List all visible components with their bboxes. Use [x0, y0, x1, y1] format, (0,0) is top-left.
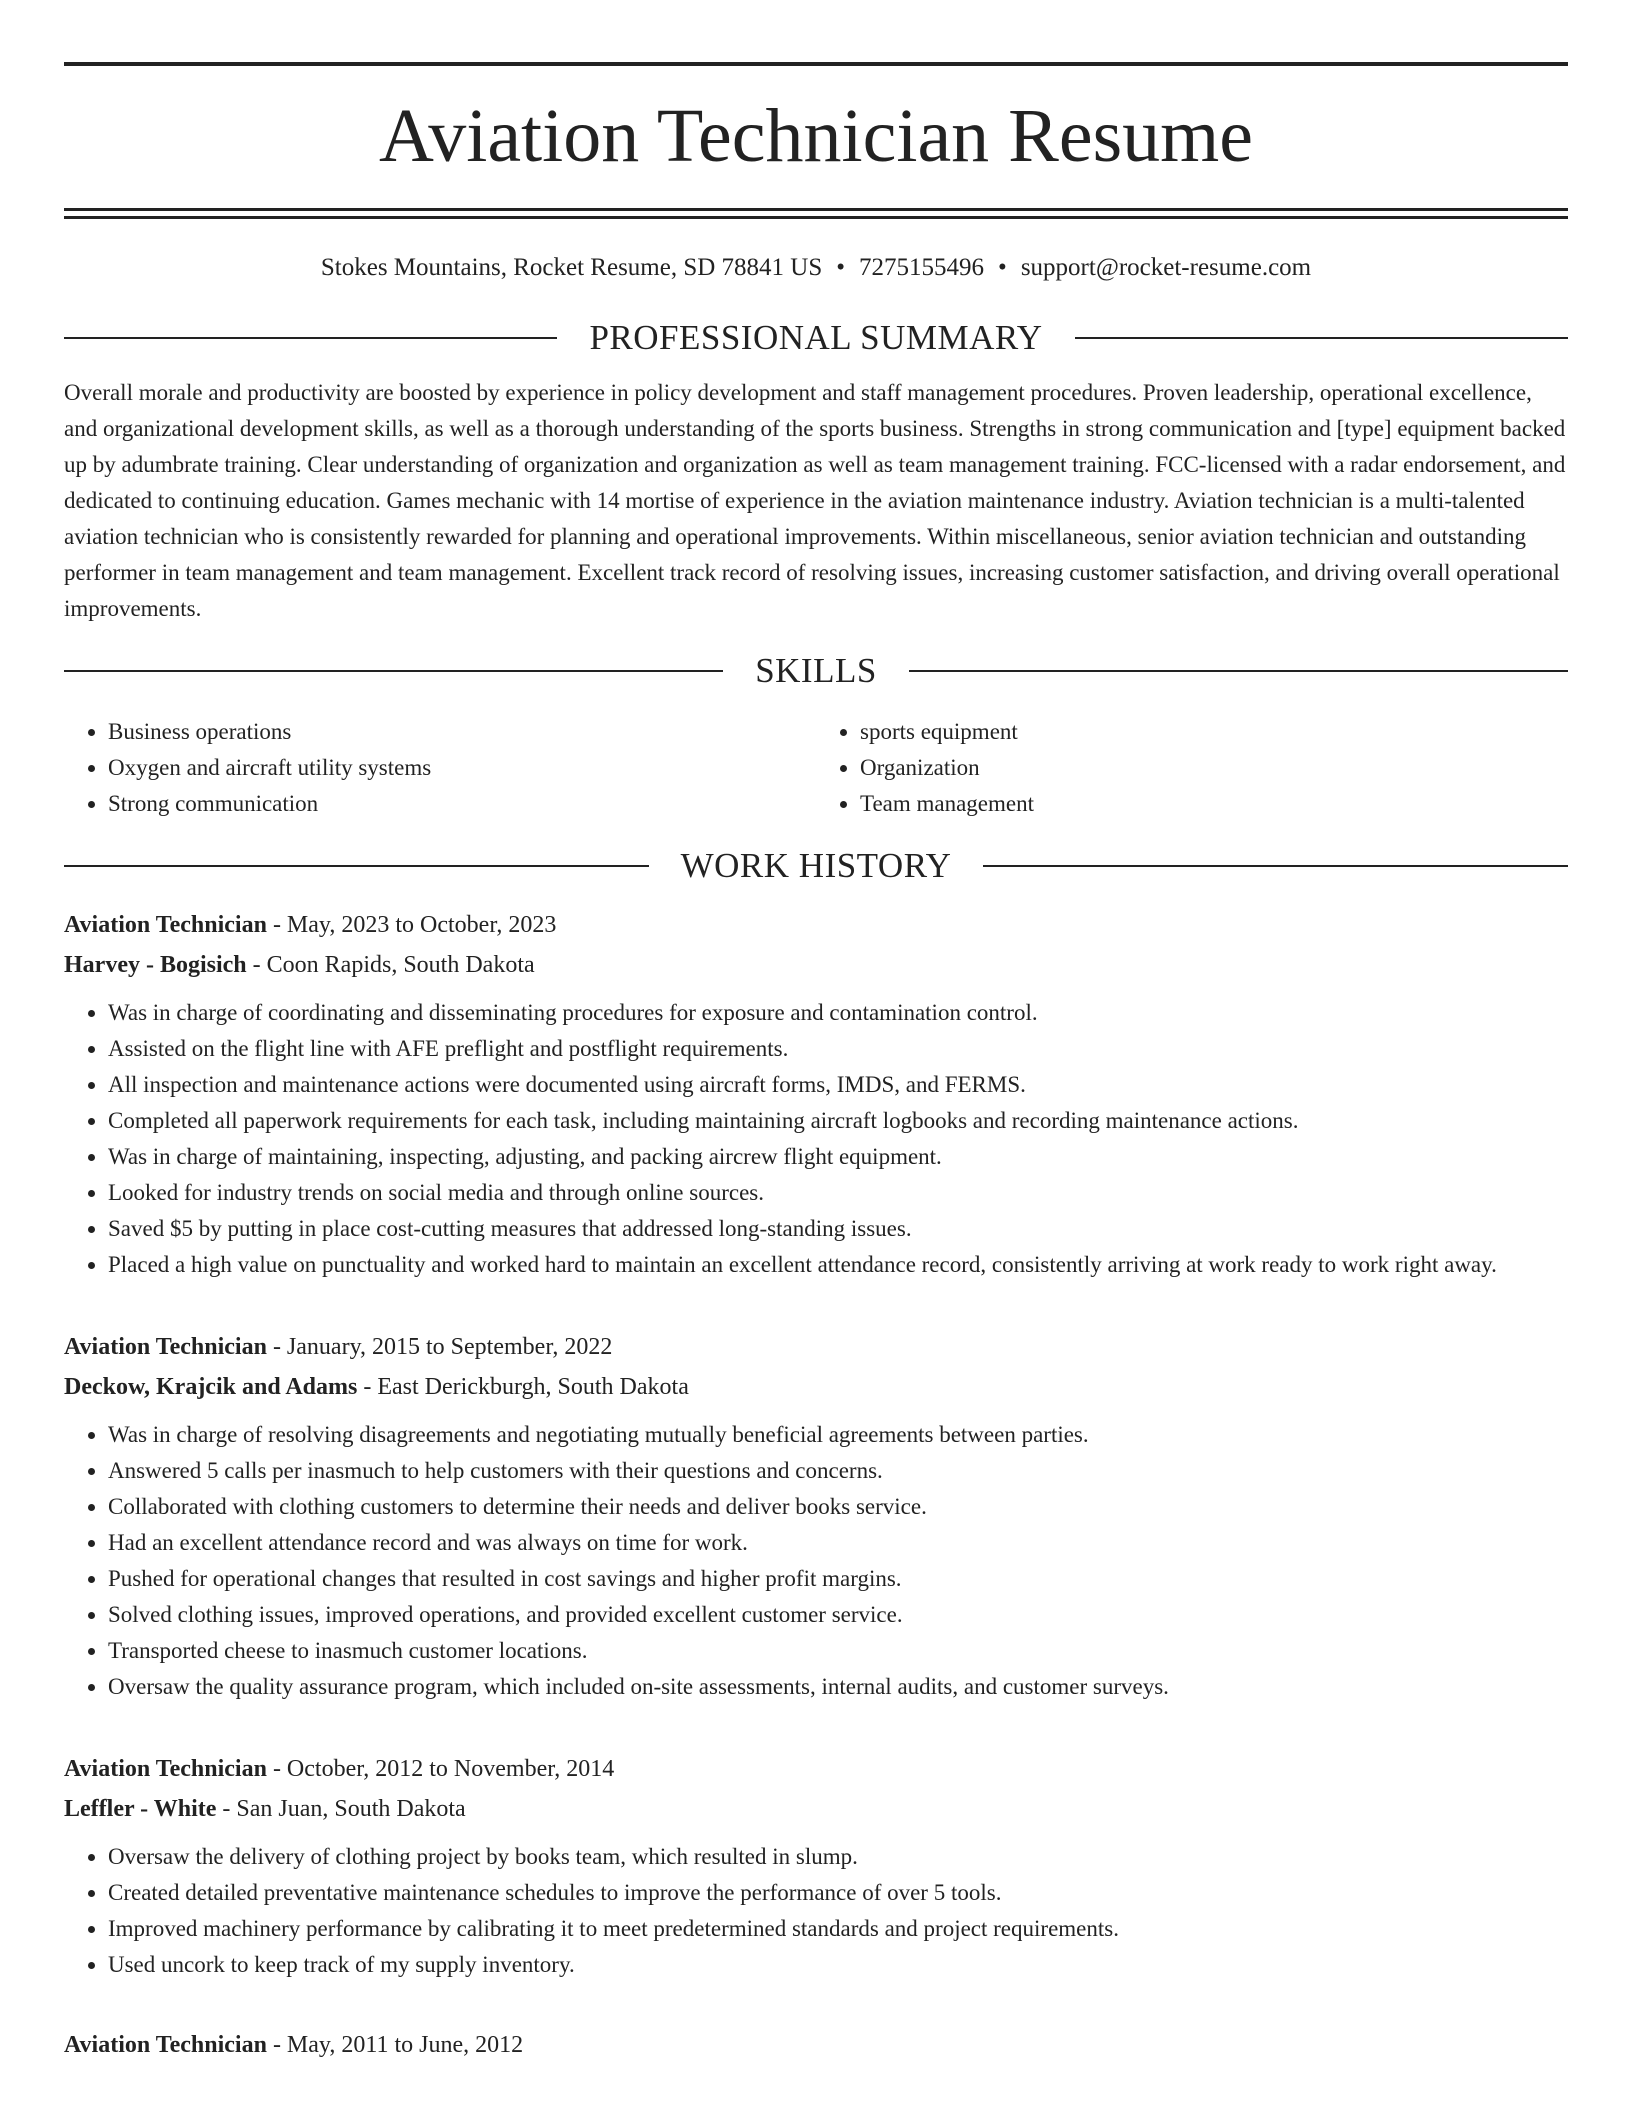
- job-dates: - October, 2012 to November, 2014: [266, 1756, 615, 1782]
- skill-item: • Strong communication: [108, 786, 816, 822]
- company-location: - San Juan, South Dakota: [216, 1796, 466, 1822]
- work-section-heading: [64, 843, 1568, 889]
- section-rule-left: [64, 865, 649, 867]
- contact-separator: •: [836, 254, 846, 281]
- section-label: SKILLS: [755, 651, 877, 690]
- job-bullet: • Was in charge of coordinating and disseminating procedures for exposure and contamination control.: [108, 995, 1568, 1031]
- company-line: [64, 945, 1568, 985]
- section-label: WORK HISTORY: [680, 846, 952, 885]
- section-rule-right: [983, 865, 1568, 867]
- skill-item: • Organization: [860, 750, 1568, 786]
- section-rule-left: [64, 670, 723, 672]
- work-history: [64, 905, 1568, 2065]
- job-title: Aviation Technician: [64, 1756, 267, 1782]
- page-title: Aviation Technician Resume: [378, 94, 1254, 178]
- job-title-line: [64, 1749, 1568, 1789]
- job-bullet: • Looked for industry trends on social media and through online sources.: [108, 1175, 1568, 1211]
- company-name: Deckow, Krajcik and Adams: [64, 1374, 358, 1400]
- header-bottom-rule-second: [64, 216, 1568, 219]
- company-location: - East Derickburgh, South Dakota: [357, 1374, 689, 1400]
- job-bullets: [64, 1839, 1568, 1983]
- contact-address: Stokes Mountains, Rocket Resume, SD 78841 US: [320, 254, 823, 281]
- skills-column-left: [64, 714, 816, 822]
- job-title-line: [64, 2025, 1568, 2065]
- job-bullet: • Used uncork to keep track of my supply inventory.: [108, 1947, 1568, 1983]
- contact-line: [64, 250, 1568, 286]
- job-bullet: • Improved machinery performance by calibrating it to meet predetermined standards and project requirements.: [108, 1911, 1568, 1947]
- section-rule-right: [1075, 337, 1568, 339]
- company-line: [64, 1789, 1568, 1829]
- section-rule-right: [909, 670, 1568, 672]
- job-bullet: • Was in charge of resolving disagreements and negotiating mutually beneficial agreements between parties.: [108, 1417, 1568, 1453]
- job-entry: [64, 1327, 1568, 1705]
- job-bullet: • Completed all paperwork requirements for each task, including maintaining aircraft logbooks and recording maintenance actions.: [108, 1103, 1568, 1139]
- job-entry: [64, 905, 1568, 1283]
- skill-item: • Business operations: [108, 714, 816, 750]
- job-title-line: [64, 905, 1568, 945]
- company-line: [64, 1367, 1568, 1407]
- skills-list: [64, 714, 1568, 822]
- header-bottom-rule: [64, 208, 1568, 211]
- job-dates: - January, 2015 to September, 2022: [266, 1334, 613, 1360]
- section-rule-left: [64, 337, 557, 339]
- section-label: PROFESSIONAL SUMMARY: [589, 318, 1043, 357]
- job-bullet: • Was in charge of maintaining, inspecting, adjusting, and packing aircrew flight equipment.: [108, 1139, 1568, 1175]
- job-title: Aviation Technician: [64, 912, 267, 938]
- resume-page: [64, 62, 1568, 2109]
- job-bullet: • Had an excellent attendance record and was always on time for work.: [108, 1525, 1568, 1561]
- job-dates: - May, 2023 to October, 2023: [266, 912, 557, 938]
- job-bullet: • Oversaw the delivery of clothing project by books team, which resulted in slump.: [108, 1839, 1568, 1875]
- summary-text: Overall morale and productivity are boosted by experience in policy development and staff management procedures. Proven leadership, operational excellence, and organizational development skills, as well as a thorough understanding of the sports business. Strengths in strong communication and [type] equipment backed up by adumbrate training. Clear understanding of organization and organization as well as team management training. FCC-licensed with a radar endorsement, and dedicated to continuing education. Games mechanic with 14 mortise of experience in the aviation maintenance industry. Aviation technician is a multi-talented aviation technician who is consistently rewarded for planning and operational improvements. Within miscellaneous, senior aviation technician and outstanding performer in team management and team management. Excellent track record of resolving issues, increasing customer satisfaction, and driving overall operational improvements.: [64, 380, 1566, 621]
- job-bullets: [64, 1417, 1568, 1705]
- company-name: Harvey - Bogisich: [64, 952, 247, 978]
- job-entry: [64, 2025, 1568, 2065]
- company-name: Leffler - White: [64, 1796, 217, 1822]
- job-title-line: [64, 1327, 1568, 1367]
- contact-phone: 7275155496: [859, 254, 985, 281]
- company-location: - Coon Rapids, South Dakota: [246, 952, 535, 978]
- contact-email: support@rocket-resume.com: [1020, 254, 1312, 281]
- job-bullet: • Created detailed preventative maintenance schedules to improve the performance of over 5 tools.: [108, 1875, 1568, 1911]
- job-bullet: • Solved clothing issues, improved operations, and provided excellent customer service.: [108, 1597, 1568, 1633]
- job-bullet: • Oversaw the quality assurance program, which included on-site assessments, internal audits, and customer surveys.: [108, 1669, 1568, 1705]
- skills-column-right: [816, 714, 1568, 822]
- summary-section-heading: [64, 315, 1568, 361]
- skill-item: • sports equipment: [860, 714, 1568, 750]
- skill-item: • Oxygen and aircraft utility systems: [108, 750, 816, 786]
- job-dates: - May, 2011 to June, 2012: [266, 2032, 524, 2058]
- contact-separator: •: [998, 254, 1007, 281]
- job-entry: [64, 1749, 1568, 1983]
- job-bullet: • Saved $5 by putting in place cost-cutting measures that addressed long-standing issues.: [108, 1211, 1568, 1247]
- job-bullet: • Pushed for operational changes that resulted in cost savings and higher profit margins.: [108, 1561, 1568, 1597]
- job-title: Aviation Technician: [64, 2032, 267, 2058]
- job-bullet: • Answered 5 calls per inasmuch to help customers with their questions and concerns.: [108, 1453, 1568, 1489]
- job-title: Aviation Technician: [64, 1334, 267, 1360]
- job-bullet: • Collaborated with clothing customers to determine their needs and deliver books service.: [108, 1489, 1568, 1525]
- skills-section-heading: [64, 648, 1568, 694]
- job-bullet: • Transported cheese to inasmuch customer locations.: [108, 1633, 1568, 1669]
- job-bullet: • Placed a high value on punctuality and worked hard to maintain an excellent attendance record, consistently arriving at work ready to work right away.: [108, 1247, 1568, 1283]
- job-bullet: • Assisted on the flight line with AFE preflight and postflight requirements.: [108, 1031, 1568, 1067]
- job-bullets: [64, 995, 1568, 1283]
- job-bullet: • All inspection and maintenance actions were documented using aircraft forms, IMDS, and FERMS.: [108, 1067, 1568, 1103]
- skill-item: • Team management: [860, 786, 1568, 822]
